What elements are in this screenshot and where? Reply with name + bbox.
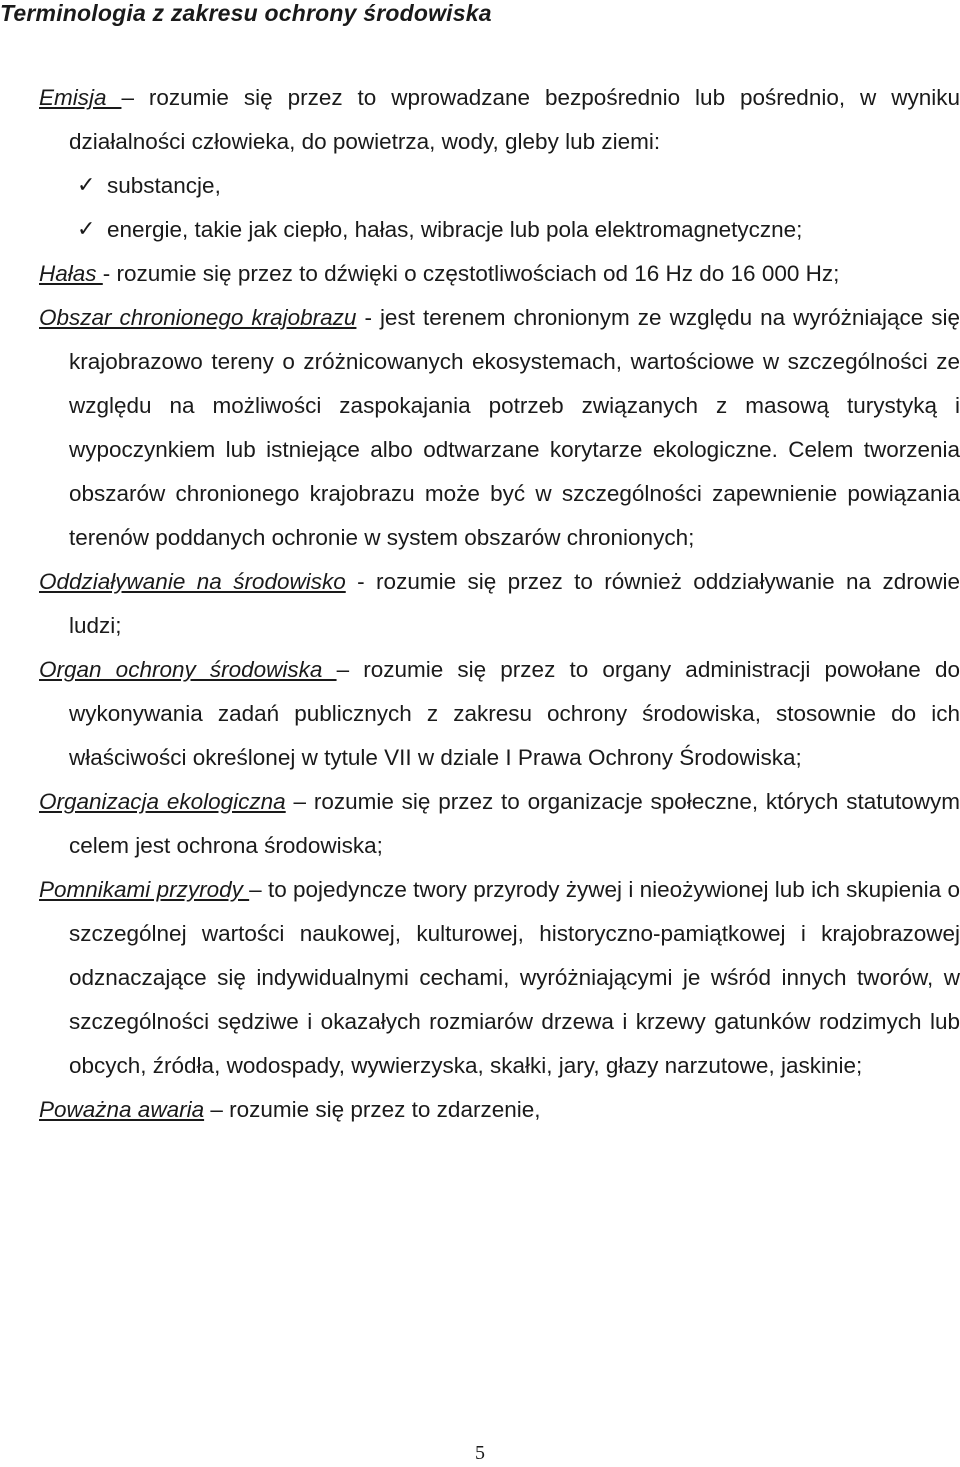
term-oddzialywanie: Oddziaływanie na środowisko (39, 569, 346, 594)
term-awaria: Poważna awaria (39, 1097, 205, 1122)
term-emisja: Emisja (39, 85, 122, 110)
definition-text-emisja: – rozumie się przez to wprowadzane bezpośrednio lub pośrednio, w wyniku działalności człowieka, do powietrza, wody, gleby lub ziemi: (69, 85, 960, 154)
term-organizacja: Organizacja ekologiczna (39, 789, 286, 814)
term-obszar: Obszar chronionego krajobrazu (39, 305, 357, 330)
term-halas: Hałas (39, 261, 103, 286)
document-title: Terminologia z zakresu ochrony środowiska (0, 0, 492, 26)
definition-text-organ: – rozumie się przez to organy administracji powołane do wykonywania zadań publicznych z zakresu ochrony środowiska, stosownie do ich właściwości określonej w tytule VII w dziale I Prawa Ochrony Środowiska; (69, 657, 960, 770)
definition-obszar (0, 296, 960, 560)
definition-organizacja (0, 780, 960, 868)
page-number: 5 (475, 1442, 485, 1464)
list-item: ✓ energie, takie jak ciepło, hałas, wibracje lub pola elektromagnetyczne; (77, 208, 960, 252)
definition-text-oddzialywanie: - rozumie się przez to również oddziaływanie na zdrowie ludzi; (69, 569, 960, 638)
definition-emisja (0, 76, 960, 164)
term-pomniki: Pomnikami przyrody (39, 877, 250, 902)
definition-text-awaria: – rozumie się przez to zdarzenie, (204, 1097, 541, 1122)
definition-oddzialywanie (0, 560, 960, 648)
term-organ: Organ ochrony środowiska (39, 657, 337, 682)
definition-halas (0, 252, 960, 296)
emisja-bullet-list (0, 164, 960, 252)
check-icon: ✓ (77, 217, 96, 242)
list-item: ✓ substancje, (77, 164, 960, 208)
definition-text-halas: - rozumie się przez to dźwięki o częstotliwościach od 16 Hz do 16 000 Hz; (102, 261, 840, 286)
definitions-list (0, 76, 960, 1132)
definition-text-pomniki: – to pojedyncze twory przyrody żywej i nieożywionej lub ich skupienia o szczególnej wartości naukowej, kulturowej, historyczno-pamiątkowej i krajobrazowej odznaczające się indywidualnymi cechami, wyróżniającymi je wśród innych tworów, w szczególności sędziwe i okazałych rozmiarów drzewa i krzewy gatunków rodzimych lub obcych, źródła, wodospady, wywierzyska, skałki, jary, głazy narzutowe, jaskinie; (69, 877, 960, 1078)
definition-text-obszar: - jest terenem chronionym ze względu na wyróżniające się krajobrazowo tereny o zróżnicowanych ekosystemach, wartościowe w szczególności ze względu na możliwości zaspokajania potrzeb związanych z masową turystyką i wypoczynkiem lub istniejące albo odtwarzane korytarze ekologiczne. Celem tworzenia obszarów chronionego krajobrazu może być w szczególności zapewnienie powiązania terenów poddanych ochronie w system obszarów chronionych; (69, 305, 960, 550)
definition-text-organizacja: – rozumie się przez to organizacje społeczne, których statutowym celem jest ochrona środowiska; (69, 789, 960, 858)
definition-organ (0, 648, 960, 780)
check-icon: ✓ (77, 173, 96, 198)
definition-pomniki (0, 868, 960, 1088)
definition-awaria (0, 1088, 960, 1132)
